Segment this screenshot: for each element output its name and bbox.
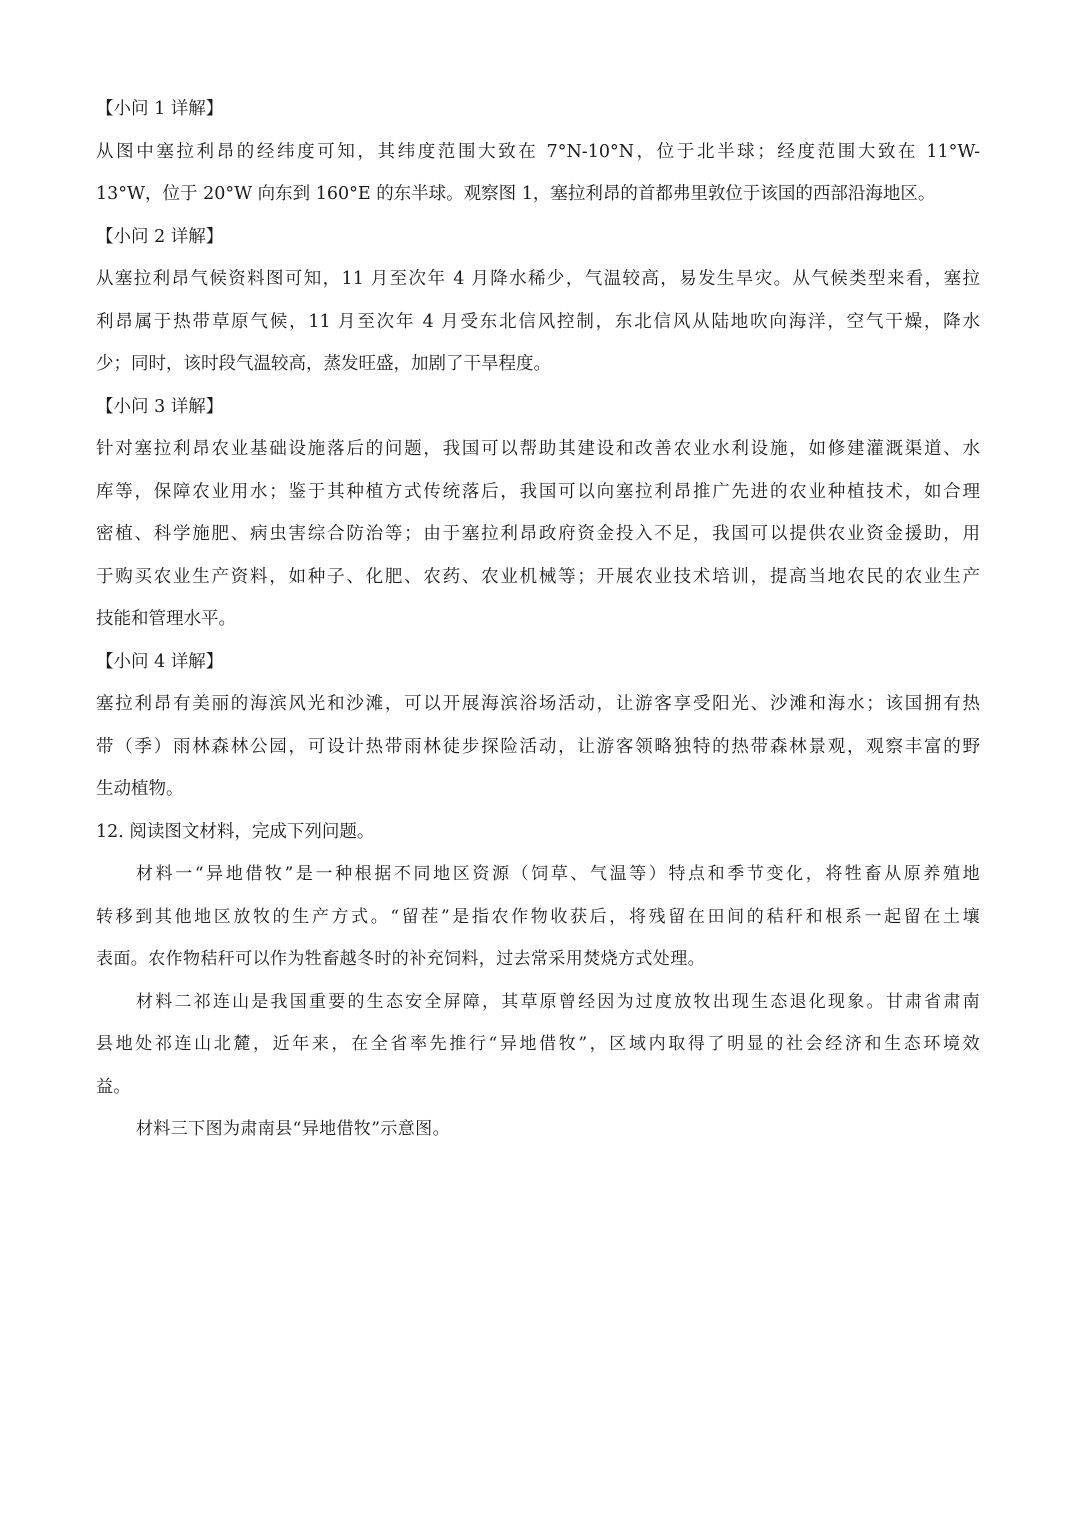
- q4-line-1: 塞拉利昂有美丽的海滨风光和沙滩，可以开展海滨浴场活动，让游客享受阳光、沙滩和海水；该国拥有热: [96, 694, 980, 714]
- q3-line-5: 技能和管理水平。: [96, 609, 236, 629]
- q4-line-3: 生动植物。: [96, 779, 184, 799]
- material-2-line-3: 益。: [96, 1076, 131, 1097]
- material-1-line-3: 表面。农作物秸秆可以作为牲畜越冬时的补充饲料，过去常采用焚烧方式处理。: [96, 949, 705, 969]
- q4-line-2: 带（季）雨林森林公园，可设计热带雨林徒步探险活动，让游客领略独特的热带森林景观，观察丰富的野: [96, 736, 980, 757]
- q3-line-4: 于购买农业生产资料，如种子、化肥、农药、农业机械等；开展农业技术培训，提高当地农民的农业生产: [96, 566, 980, 587]
- q1-heading: 【小问 1 详解】: [96, 99, 224, 119]
- q2-line-2: 利昂属于热带草原气候，11 月至次年 4 月受东北信风控制，东北信风从陆地吹向海洋，空气干燥，降水: [96, 311, 980, 332]
- q2-line-3: 少；同时，该时段气温较高，蒸发旺盛，加剧了干旱程度。: [96, 354, 551, 374]
- q3-line-3: 密植、科学施肥、病虫害综合防治等；由于塞拉利昂政府资金投入不足，我国可以提供农业资金援助，用: [96, 524, 980, 544]
- material-2-line-1: 材料二祁连山是我国重要的生态安全屏障，其草原曾经因为过度放牧出现生态退化现象。甘肃省肃南: [136, 991, 980, 1012]
- q2-heading: 【小问 2 详解】: [96, 226, 224, 247]
- q1-line-2: 13°W，位于 20°W 向东到 160°E 的东半球。观察图 1，塞拉利昂的首都弗里敦位于该国的西部沿海地区。: [96, 184, 936, 204]
- material-1-line-2: 转移到其他地区放牧的生产方式。“留茬”是指农作物收获后，将残留在田间的秸秆和根系一起留在土壤: [96, 906, 980, 927]
- q4-heading: 【小问 4 详解】: [96, 651, 224, 672]
- q3-line-1: 针对塞拉利昂农业基础设施落后的问题，我国可以帮助其建设和改善农业水利设施，如修建灌溉渠道、水: [96, 439, 980, 459]
- question-12-prompt: 12. 阅读图文材料，完成下列问题。: [96, 821, 375, 842]
- material-3-line: 材料三下图为肃南县“异地借牧”示意图。: [136, 1119, 450, 1139]
- q3-heading: 【小问 3 详解】: [96, 396, 224, 417]
- q2-line-1: 从塞拉利昂气候资料图可知，11 月至次年 4 月降水稀少，气温较高，易发生旱灾。从气候类型来看，塞拉: [96, 269, 980, 289]
- material-1-line-1: 材料一“异地借牧”是一种根据不同地区资源（饲草、气温等）特点和季节变化，将牲畜从原养殖地: [136, 864, 980, 884]
- q1-line-1: 从图中塞拉利昂的经纬度可知，其纬度范围大致在 7°N-10°N，位于北半球；经度范围大致在 11°W-: [96, 141, 980, 162]
- material-2-line-2: 县地处祁连山北麓，近年来，在全省率先推行“异地借牧”，区域内取得了明显的社会经济和生态环境效: [96, 1034, 980, 1054]
- q3-line-2: 库等，保障农业用水；鉴于其种植方式传统落后，我国可以向塞拉利昂推广先进的农业种植技术，如合理: [96, 481, 980, 502]
